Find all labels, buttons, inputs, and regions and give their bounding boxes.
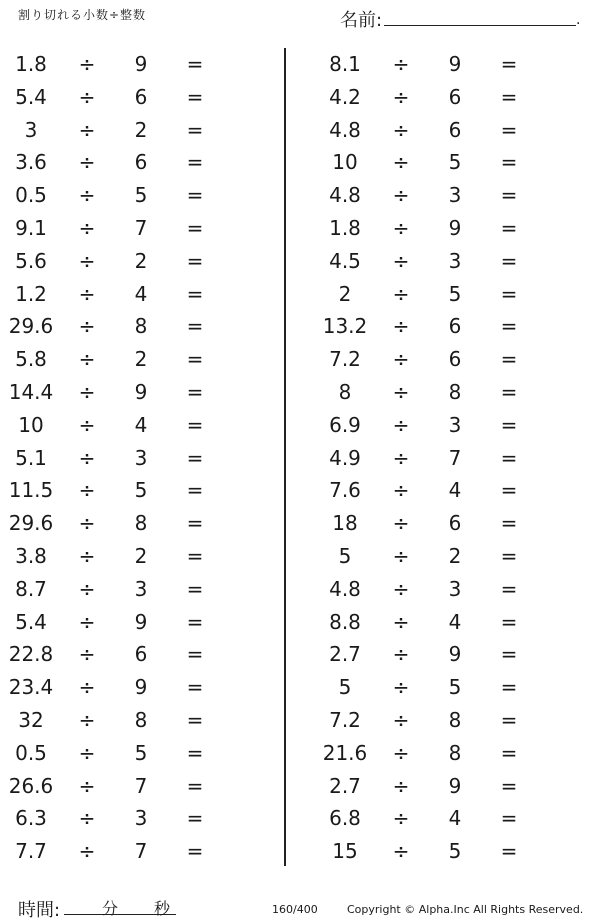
division-sign: ÷	[392, 248, 410, 273]
divisor: 3	[134, 806, 148, 831]
problem-row	[314, 245, 594, 278]
dividend: 3.8	[15, 543, 47, 568]
dividend: 0.5	[15, 740, 47, 765]
divisor: 2	[134, 117, 148, 142]
equals-sign: =	[500, 773, 518, 798]
equals-sign: =	[500, 806, 518, 831]
divisor: 8	[448, 707, 462, 732]
dividend: 3	[24, 117, 38, 142]
equals-sign: =	[500, 314, 518, 339]
division-sign: ÷	[78, 609, 96, 634]
dividend: 4.8	[329, 117, 361, 142]
equals-sign: =	[500, 347, 518, 372]
problem-row	[0, 278, 280, 311]
equals-sign: =	[186, 609, 204, 634]
equals-sign: =	[500, 740, 518, 765]
equals-sign: =	[500, 609, 518, 634]
division-sign: ÷	[78, 183, 96, 208]
divisor: 5	[134, 478, 148, 503]
divisor: 6	[134, 150, 148, 175]
problem-row	[0, 442, 280, 475]
equals-sign: =	[186, 511, 204, 536]
time-label: 時間:	[18, 900, 61, 921]
problem-row	[0, 310, 280, 343]
equals-sign: =	[186, 806, 204, 831]
column-divider	[284, 48, 286, 866]
problem-row	[314, 638, 594, 671]
divisor: 3	[448, 412, 462, 437]
divisor: 5	[448, 281, 462, 306]
dividend: 1.2	[15, 281, 47, 306]
equals-sign: =	[500, 52, 518, 76]
equals-sign: =	[186, 839, 204, 864]
problem-row	[0, 212, 280, 245]
equals-sign: =	[186, 183, 204, 208]
division-sign: ÷	[78, 445, 96, 470]
problem-row	[0, 245, 280, 278]
problem-row	[314, 48, 594, 81]
equals-sign: =	[186, 215, 204, 240]
divisor: 4	[134, 412, 148, 437]
problem-row	[314, 343, 594, 376]
equals-sign: =	[500, 117, 518, 142]
problem-row	[314, 540, 594, 573]
division-sign: ÷	[78, 707, 96, 732]
dividend: 2.7	[329, 642, 361, 667]
division-sign: ÷	[78, 675, 96, 700]
divisor: 6	[134, 84, 148, 109]
divisor: 5	[448, 150, 462, 175]
problem-row	[0, 540, 280, 573]
dividend: 26.6	[8, 773, 54, 798]
divisor: 2	[448, 543, 462, 568]
division-sign: ÷	[392, 183, 410, 208]
problem-row	[314, 573, 594, 606]
equals-sign: =	[186, 707, 204, 732]
dividend: 5.1	[15, 445, 47, 470]
division-sign: ÷	[78, 84, 96, 109]
divisor: 9	[134, 52, 148, 76]
equals-sign: =	[500, 543, 518, 568]
name-end-dot: .	[576, 12, 581, 28]
equals-sign: =	[186, 347, 204, 372]
dividend: 23.4	[8, 675, 54, 700]
divisor: 3	[134, 576, 148, 601]
divisor: 9	[448, 52, 462, 76]
division-sign: ÷	[392, 478, 410, 503]
dividend: 4.8	[329, 576, 361, 601]
division-sign: ÷	[392, 412, 410, 437]
problem-row	[0, 507, 280, 540]
equals-sign: =	[186, 675, 204, 700]
divisor: 6	[134, 642, 148, 667]
division-sign: ÷	[392, 52, 410, 76]
problem-row	[0, 146, 280, 179]
equals-sign: =	[186, 740, 204, 765]
divisor: 2	[134, 543, 148, 568]
equals-sign: =	[500, 150, 518, 175]
dividend: 15	[332, 839, 358, 864]
dividend: 29.6	[8, 511, 54, 536]
equals-sign: =	[186, 478, 204, 503]
problem-row	[314, 835, 594, 868]
equals-sign: =	[186, 314, 204, 339]
divisor: 5	[448, 839, 462, 864]
equals-sign: =	[186, 117, 204, 142]
problem-row	[314, 671, 594, 704]
problem-row	[0, 48, 280, 81]
problem-row	[314, 212, 594, 245]
divisor: 6	[448, 347, 462, 372]
equals-sign: =	[186, 248, 204, 273]
problem-row	[314, 81, 594, 114]
equals-sign: =	[186, 84, 204, 109]
equals-sign: =	[500, 576, 518, 601]
problem-row	[0, 179, 280, 212]
division-sign: ÷	[392, 347, 410, 372]
problem-row	[0, 704, 280, 737]
divisor: 8	[448, 379, 462, 404]
divisor: 6	[448, 314, 462, 339]
divisor: 5	[134, 183, 148, 208]
dividend: 10	[332, 150, 358, 175]
divisor: 4	[134, 281, 148, 306]
division-sign: ÷	[392, 84, 410, 109]
problem-row	[314, 737, 594, 770]
dividend: 7.7	[15, 839, 47, 864]
dividend: 10	[18, 412, 44, 437]
problem-row	[0, 573, 280, 606]
divisor: 8	[134, 511, 148, 536]
equals-sign: =	[500, 215, 518, 240]
division-sign: ÷	[392, 609, 410, 634]
equals-sign: =	[186, 642, 204, 667]
divisor: 8	[134, 314, 148, 339]
divisor: 9	[448, 773, 462, 798]
dividend: 1.8	[329, 215, 361, 240]
dividend: 4.9	[329, 445, 361, 470]
equals-sign: =	[186, 52, 204, 76]
division-sign: ÷	[78, 281, 96, 306]
problem-row	[314, 770, 594, 803]
equals-sign: =	[500, 445, 518, 470]
name-line	[384, 25, 576, 26]
divisor: 2	[134, 347, 148, 372]
equals-sign: =	[186, 379, 204, 404]
division-sign: ÷	[392, 379, 410, 404]
equals-sign: =	[500, 183, 518, 208]
dividend: 8.7	[15, 576, 47, 601]
problem-row	[314, 704, 594, 737]
divisor: 5	[134, 740, 148, 765]
divisor: 9	[448, 215, 462, 240]
divisor: 9	[448, 642, 462, 667]
divisor: 2	[134, 248, 148, 273]
dividend: 6.8	[329, 806, 361, 831]
divisor: 8	[134, 707, 148, 732]
equals-sign: =	[186, 773, 204, 798]
division-sign: ÷	[78, 478, 96, 503]
divisor: 3	[134, 445, 148, 470]
dividend: 21.6	[322, 740, 368, 765]
divisor: 7	[134, 215, 148, 240]
dividend: 5	[338, 543, 352, 568]
division-sign: ÷	[392, 150, 410, 175]
minutes-label: 分	[102, 899, 119, 918]
division-sign: ÷	[78, 248, 96, 273]
dividend: 1.8	[15, 52, 47, 76]
dividend: 7.6	[329, 478, 361, 503]
equals-sign: =	[500, 248, 518, 273]
divisor: 9	[134, 379, 148, 404]
division-sign: ÷	[78, 806, 96, 831]
problem-row	[0, 409, 280, 442]
dividend: 5.6	[15, 248, 47, 273]
division-sign: ÷	[392, 675, 410, 700]
dividend: 0.5	[15, 183, 47, 208]
division-sign: ÷	[78, 314, 96, 339]
dividend: 7.2	[329, 707, 361, 732]
division-sign: ÷	[392, 543, 410, 568]
dividend: 8	[338, 379, 352, 404]
equals-sign: =	[186, 412, 204, 437]
equals-sign: =	[500, 642, 518, 667]
seconds-label: 秒	[154, 899, 171, 918]
problem-row	[0, 376, 280, 409]
equals-sign: =	[186, 281, 204, 306]
problem-row	[0, 737, 280, 770]
division-sign: ÷	[78, 576, 96, 601]
division-sign: ÷	[78, 215, 96, 240]
problem-row	[0, 770, 280, 803]
problem-row	[0, 835, 280, 868]
dividend: 3.6	[15, 150, 47, 175]
division-sign: ÷	[392, 806, 410, 831]
division-sign: ÷	[78, 412, 96, 437]
equals-sign: =	[186, 543, 204, 568]
division-sign: ÷	[392, 707, 410, 732]
division-sign: ÷	[392, 773, 410, 798]
division-sign: ÷	[392, 839, 410, 864]
dividend: 4.8	[329, 183, 361, 208]
problem-row	[314, 114, 594, 147]
equals-sign: =	[500, 675, 518, 700]
dividend: 18	[332, 511, 358, 536]
division-sign: ÷	[392, 511, 410, 536]
dividend: 2.7	[329, 773, 361, 798]
division-sign: ÷	[78, 642, 96, 667]
dividend: 6.3	[15, 806, 47, 831]
division-sign: ÷	[78, 740, 96, 765]
equals-sign: =	[500, 84, 518, 109]
divisor: 6	[448, 511, 462, 536]
problem-row	[314, 442, 594, 475]
divisor: 7	[448, 445, 462, 470]
dividend: 8.1	[329, 52, 361, 76]
problem-row	[314, 409, 594, 442]
equals-sign: =	[500, 412, 518, 437]
divisor: 4	[448, 609, 462, 634]
copyright: Copyright © Alpha.Inc All Rights Reserved.	[347, 903, 584, 916]
name-label: 名前:	[340, 10, 383, 31]
dividend: 14.4	[8, 379, 54, 404]
division-sign: ÷	[78, 379, 96, 404]
dividend: 5.4	[15, 84, 47, 109]
divisor: 3	[448, 576, 462, 601]
dividend: 29.6	[8, 314, 54, 339]
dividend: 13.2	[322, 314, 368, 339]
equals-sign: =	[500, 511, 518, 536]
dividend: 5.8	[15, 347, 47, 372]
division-sign: ÷	[392, 576, 410, 601]
dividend: 6.9	[329, 412, 361, 437]
divisor: 5	[448, 675, 462, 700]
dividend: 8.8	[329, 609, 361, 634]
dividend: 22.8	[8, 642, 54, 667]
problem-row	[0, 606, 280, 639]
division-sign: ÷	[392, 314, 410, 339]
page-number: 160/400	[272, 903, 318, 916]
division-sign: ÷	[78, 150, 96, 175]
equals-sign: =	[500, 379, 518, 404]
problem-row	[314, 376, 594, 409]
problem-row	[314, 474, 594, 507]
dividend: 4.5	[329, 248, 361, 273]
division-sign: ÷	[392, 740, 410, 765]
divisor: 4	[448, 478, 462, 503]
division-sign: ÷	[392, 445, 410, 470]
problem-row	[0, 802, 280, 835]
equals-sign: =	[500, 707, 518, 732]
equals-sign: =	[186, 150, 204, 175]
problem-row	[0, 81, 280, 114]
equals-sign: =	[186, 445, 204, 470]
division-sign: ÷	[392, 281, 410, 306]
division-sign: ÷	[78, 347, 96, 372]
division-sign: ÷	[78, 117, 96, 142]
division-sign: ÷	[392, 642, 410, 667]
worksheet-title: 割り切れる小数÷整数	[18, 8, 147, 22]
problem-row	[314, 310, 594, 343]
divisor: 9	[134, 609, 148, 634]
problem-row	[314, 146, 594, 179]
equals-sign: =	[186, 576, 204, 601]
problem-row	[314, 802, 594, 835]
division-sign: ÷	[392, 215, 410, 240]
right-problem-column	[314, 48, 594, 868]
problem-row	[314, 507, 594, 540]
divisor: 6	[448, 84, 462, 109]
division-sign: ÷	[78, 511, 96, 536]
divisor: 7	[134, 839, 148, 864]
problem-row	[314, 179, 594, 212]
dividend: 7.2	[329, 347, 361, 372]
dividend: 2	[338, 281, 352, 306]
problem-row	[0, 114, 280, 147]
divisor: 7	[134, 773, 148, 798]
divisor: 4	[448, 806, 462, 831]
dividend: 9.1	[15, 215, 47, 240]
division-sign: ÷	[392, 117, 410, 142]
divisor: 3	[448, 183, 462, 208]
problem-row	[0, 671, 280, 704]
dividend: 5	[338, 675, 352, 700]
divisor: 6	[448, 117, 462, 142]
problem-row	[0, 474, 280, 507]
dividend: 11.5	[8, 478, 54, 503]
divisor: 3	[448, 248, 462, 273]
equals-sign: =	[500, 281, 518, 306]
equals-sign: =	[500, 839, 518, 864]
left-problem-column	[0, 48, 280, 868]
dividend: 32	[18, 707, 44, 732]
divisor: 8	[448, 740, 462, 765]
division-sign: ÷	[78, 773, 96, 798]
division-sign: ÷	[78, 839, 96, 864]
division-sign: ÷	[78, 52, 96, 76]
dividend: 4.2	[329, 84, 361, 109]
problem-row	[0, 343, 280, 376]
division-sign: ÷	[78, 543, 96, 568]
problem-row	[314, 278, 594, 311]
divisor: 9	[134, 675, 148, 700]
equals-sign: =	[500, 478, 518, 503]
problem-row	[314, 606, 594, 639]
dividend: 5.4	[15, 609, 47, 634]
problem-row	[0, 638, 280, 671]
